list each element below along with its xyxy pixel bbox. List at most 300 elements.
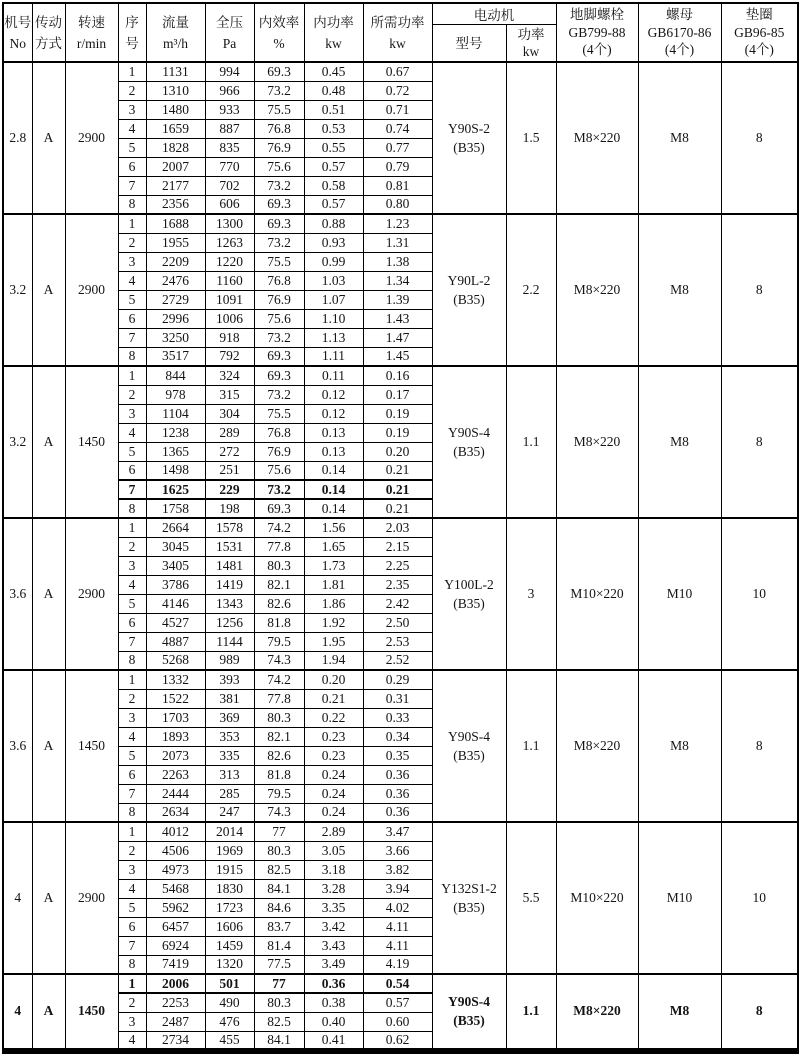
cell-internal-power: 0.12 (304, 404, 363, 423)
cell-required-power: 4.11 (363, 936, 432, 955)
cell-speed: 1450 (65, 974, 118, 1051)
cell-pressure: 381 (205, 689, 254, 708)
cell-seq: 7 (118, 328, 146, 347)
cell-internal-power: 0.13 (304, 423, 363, 442)
table-row (3, 518, 798, 537)
cell-internal-power: 3.18 (304, 860, 363, 879)
cell-speed: 1450 (65, 670, 118, 822)
header-washer: 垫圈 GB96-85 (4个) (721, 3, 798, 62)
cell-efficiency: 75.6 (254, 309, 304, 328)
cell-efficiency: 77.8 (254, 689, 304, 708)
cell-required-power: 0.72 (363, 81, 432, 100)
cell-pressure: 887 (205, 119, 254, 138)
cell-internal-power: 0.24 (304, 765, 363, 784)
cell-internal-power: 0.88 (304, 214, 363, 233)
cell-washer: 8 (721, 974, 798, 1051)
cell-flow: 978 (146, 385, 205, 404)
cell-required-power: 4.19 (363, 955, 432, 974)
cell-internal-power: 0.41 (304, 1031, 363, 1051)
cell-efficiency: 83.7 (254, 917, 304, 936)
cell-efficiency: 74.3 (254, 651, 304, 670)
cell-efficiency: 82.1 (254, 727, 304, 746)
cell-efficiency: 69.3 (254, 366, 304, 385)
cell-flow: 2007 (146, 157, 205, 176)
cell-internal-power: 0.36 (304, 974, 363, 993)
cell-efficiency: 82.5 (254, 860, 304, 879)
cell-flow: 1659 (146, 119, 205, 138)
cell-motor-power: 2.2 (506, 214, 556, 366)
cell-internal-power: 0.23 (304, 746, 363, 765)
cell-pressure: 1006 (205, 309, 254, 328)
cell-pressure: 313 (205, 765, 254, 784)
cell-anchor-bolt: M8×220 (556, 214, 638, 366)
cell-internal-power: 0.57 (304, 157, 363, 176)
cell-flow: 4973 (146, 860, 205, 879)
cell-pressure: 476 (205, 1012, 254, 1031)
cell-efficiency: 81.4 (254, 936, 304, 955)
cell-efficiency: 82.5 (254, 1012, 304, 1031)
cell-seq: 2 (118, 689, 146, 708)
cell-required-power: 1.43 (363, 309, 432, 328)
header-nut: 螺母 GB6170-86 (4个) (638, 3, 721, 62)
cell-internal-power: 0.55 (304, 138, 363, 157)
cell-internal-power: 0.14 (304, 461, 363, 480)
cell-efficiency: 75.5 (254, 100, 304, 119)
cell-machine-no: 3.6 (3, 518, 32, 670)
cell-seq: 4 (118, 575, 146, 594)
cell-required-power: 0.74 (363, 119, 432, 138)
spec-section-6 (3, 822, 798, 974)
table-row (3, 822, 798, 841)
cell-motor-model: Y90S-4 (B35) (432, 974, 506, 1051)
cell-efficiency: 73.2 (254, 81, 304, 100)
cell-seq: 2 (118, 81, 146, 100)
cell-internal-power: 0.51 (304, 100, 363, 119)
cell-flow: 4012 (146, 822, 205, 841)
header-anchor-bolt: 地脚螺栓 GB799-88 (4个) (556, 3, 638, 62)
cell-flow: 6457 (146, 917, 205, 936)
cell-internal-power: 3.28 (304, 879, 363, 898)
cell-pressure: 606 (205, 195, 254, 214)
spec-section-5 (3, 670, 798, 822)
cell-seq: 1 (118, 974, 146, 993)
cell-seq: 5 (118, 138, 146, 157)
cell-motor-model: Y90S-4 (B35) (432, 670, 506, 822)
spec-section-4 (3, 518, 798, 670)
cell-seq: 3 (118, 100, 146, 119)
cell-required-power: 0.31 (363, 689, 432, 708)
cell-internal-power: 1.56 (304, 518, 363, 537)
cell-nut: M8 (638, 974, 721, 1051)
cell-internal-power: 3.42 (304, 917, 363, 936)
cell-machine-no: 3.2 (3, 366, 32, 518)
cell-required-power: 0.57 (363, 993, 432, 1012)
cell-required-power: 0.34 (363, 727, 432, 746)
cell-motor-power: 1.5 (506, 62, 556, 214)
cell-internal-power: 1.95 (304, 632, 363, 651)
cell-motor-power: 1.1 (506, 974, 556, 1051)
cell-flow: 1703 (146, 708, 205, 727)
cell-anchor-bolt: M8×220 (556, 670, 638, 822)
cell-anchor-bolt: M10×220 (556, 822, 638, 974)
cell-motor-power: 1.1 (506, 670, 556, 822)
cell-required-power: 0.80 (363, 195, 432, 214)
cell-flow: 1522 (146, 689, 205, 708)
cell-required-power: 0.35 (363, 746, 432, 765)
cell-internal-power: 1.07 (304, 290, 363, 309)
cell-seq: 8 (118, 195, 146, 214)
cell-required-power: 2.50 (363, 613, 432, 632)
cell-seq: 2 (118, 233, 146, 252)
cell-pressure: 770 (205, 157, 254, 176)
cell-seq: 7 (118, 480, 146, 499)
cell-internal-power: 1.94 (304, 651, 363, 670)
cell-drive-mode: A (32, 518, 65, 670)
cell-flow: 1498 (146, 461, 205, 480)
cell-pressure: 353 (205, 727, 254, 746)
cell-flow: 1238 (146, 423, 205, 442)
cell-motor-model: Y90S-2 (B35) (432, 62, 506, 214)
cell-internal-power: 0.24 (304, 803, 363, 822)
cell-pressure: 251 (205, 461, 254, 480)
cell-motor-power: 5.5 (506, 822, 556, 974)
cell-internal-power: 0.12 (304, 385, 363, 404)
cell-motor-power: 3 (506, 518, 556, 670)
cell-seq: 3 (118, 252, 146, 271)
cell-required-power: 2.03 (363, 518, 432, 537)
cell-flow: 2487 (146, 1012, 205, 1031)
cell-required-power: 1.23 (363, 214, 432, 233)
cell-internal-power: 0.20 (304, 670, 363, 689)
cell-required-power: 1.39 (363, 290, 432, 309)
cell-washer: 8 (721, 62, 798, 214)
cell-flow: 1365 (146, 442, 205, 461)
cell-seq: 1 (118, 366, 146, 385)
header-motor-power: 功率 kw (506, 25, 556, 63)
cell-motor-model: Y90S-4 (B35) (432, 366, 506, 518)
cell-flow: 2729 (146, 290, 205, 309)
cell-internal-power: 0.13 (304, 442, 363, 461)
cell-flow: 1758 (146, 499, 205, 518)
cell-speed: 2900 (65, 822, 118, 974)
header-seq: 序 号 (118, 3, 146, 62)
cell-internal-power: 0.38 (304, 993, 363, 1012)
cell-internal-power: 0.58 (304, 176, 363, 195)
cell-efficiency: 69.3 (254, 195, 304, 214)
cell-seq: 1 (118, 670, 146, 689)
cell-seq: 4 (118, 119, 146, 138)
cell-drive-mode: A (32, 214, 65, 366)
spec-section-7 (3, 974, 798, 1051)
cell-seq: 5 (118, 594, 146, 613)
cell-seq: 4 (118, 423, 146, 442)
cell-seq: 7 (118, 784, 146, 803)
cell-internal-power: 3.49 (304, 955, 363, 974)
cell-seq: 3 (118, 556, 146, 575)
cell-pressure: 1320 (205, 955, 254, 974)
cell-seq: 2 (118, 993, 146, 1012)
cell-required-power: 0.21 (363, 461, 432, 480)
cell-required-power: 0.29 (363, 670, 432, 689)
cell-seq: 4 (118, 727, 146, 746)
cell-washer: 8 (721, 670, 798, 822)
cell-pressure: 1830 (205, 879, 254, 898)
cell-pressure: 1091 (205, 290, 254, 309)
cell-flow: 2209 (146, 252, 205, 271)
header-speed: 转速 r/min (65, 3, 118, 62)
cell-required-power: 1.47 (363, 328, 432, 347)
cell-seq: 5 (118, 746, 146, 765)
cell-internal-power: 0.11 (304, 366, 363, 385)
cell-flow: 1893 (146, 727, 205, 746)
cell-seq: 6 (118, 309, 146, 328)
cell-seq: 7 (118, 936, 146, 955)
cell-internal-power: 1.13 (304, 328, 363, 347)
cell-pressure: 989 (205, 651, 254, 670)
cell-seq: 4 (118, 1031, 146, 1051)
cell-pressure: 994 (205, 62, 254, 81)
cell-internal-power: 1.73 (304, 556, 363, 575)
cell-anchor-bolt: M8×220 (556, 62, 638, 214)
cell-flow: 1104 (146, 404, 205, 423)
cell-internal-power: 0.23 (304, 727, 363, 746)
cell-efficiency: 82.6 (254, 746, 304, 765)
cell-efficiency: 76.9 (254, 138, 304, 157)
cell-required-power: 4.02 (363, 898, 432, 917)
cell-efficiency: 77 (254, 974, 304, 993)
cell-required-power: 3.94 (363, 879, 432, 898)
cell-nut: M10 (638, 822, 721, 974)
cell-required-power: 2.53 (363, 632, 432, 651)
cell-drive-mode: A (32, 366, 65, 518)
cell-pressure: 835 (205, 138, 254, 157)
cell-efficiency: 75.5 (254, 404, 304, 423)
cell-seq: 7 (118, 632, 146, 651)
cell-pressure: 1481 (205, 556, 254, 575)
cell-flow: 2073 (146, 746, 205, 765)
cell-pressure: 198 (205, 499, 254, 518)
cell-efficiency: 73.2 (254, 176, 304, 195)
cell-seq: 8 (118, 803, 146, 822)
cell-drive-mode: A (32, 670, 65, 822)
cell-flow: 2356 (146, 195, 205, 214)
cell-required-power: 0.17 (363, 385, 432, 404)
cell-efficiency: 76.9 (254, 442, 304, 461)
header-machine-no: 机号 No (3, 3, 32, 62)
cell-efficiency: 75.6 (254, 461, 304, 480)
cell-flow: 1480 (146, 100, 205, 119)
cell-internal-power: 3.05 (304, 841, 363, 860)
cell-required-power: 0.81 (363, 176, 432, 195)
cell-efficiency: 77.8 (254, 537, 304, 556)
cell-efficiency: 69.3 (254, 347, 304, 366)
cell-efficiency: 80.3 (254, 841, 304, 860)
cell-speed: 2900 (65, 214, 118, 366)
cell-nut: M8 (638, 670, 721, 822)
cell-seq: 6 (118, 157, 146, 176)
cell-efficiency: 82.1 (254, 575, 304, 594)
cell-pressure: 369 (205, 708, 254, 727)
cell-seq: 8 (118, 955, 146, 974)
cell-required-power: 0.67 (363, 62, 432, 81)
cell-pressure: 1144 (205, 632, 254, 651)
cell-machine-no: 4 (3, 974, 32, 1051)
cell-internal-power: 0.22 (304, 708, 363, 727)
cell-internal-power: 1.81 (304, 575, 363, 594)
cell-seq: 6 (118, 917, 146, 936)
cell-required-power: 2.52 (363, 651, 432, 670)
cell-required-power: 0.19 (363, 423, 432, 442)
cell-pressure: 933 (205, 100, 254, 119)
cell-pressure: 393 (205, 670, 254, 689)
cell-internal-power: 1.11 (304, 347, 363, 366)
table-row (3, 974, 798, 993)
cell-efficiency: 73.2 (254, 233, 304, 252)
cell-efficiency: 74.3 (254, 803, 304, 822)
cell-seq: 4 (118, 271, 146, 290)
cell-flow: 2253 (146, 993, 205, 1012)
cell-internal-power: 1.92 (304, 613, 363, 632)
cell-flow: 1955 (146, 233, 205, 252)
cell-nut: M10 (638, 518, 721, 670)
cell-seq: 7 (118, 176, 146, 195)
cell-internal-power: 0.14 (304, 480, 363, 499)
cell-required-power: 0.21 (363, 480, 432, 499)
cell-flow: 2664 (146, 518, 205, 537)
cell-internal-power: 0.48 (304, 81, 363, 100)
cell-efficiency: 80.3 (254, 708, 304, 727)
cell-nut: M8 (638, 366, 721, 518)
cell-internal-power: 2.89 (304, 822, 363, 841)
cell-internal-power: 0.21 (304, 689, 363, 708)
cell-washer: 10 (721, 518, 798, 670)
cell-required-power: 0.21 (363, 499, 432, 518)
cell-efficiency: 74.2 (254, 670, 304, 689)
cell-internal-power: 0.14 (304, 499, 363, 518)
cell-pressure: 1220 (205, 252, 254, 271)
cell-machine-no: 3.6 (3, 670, 32, 822)
cell-flow: 6924 (146, 936, 205, 955)
cell-efficiency: 69.3 (254, 499, 304, 518)
cell-required-power: 2.25 (363, 556, 432, 575)
cell-required-power: 0.36 (363, 765, 432, 784)
cell-pressure: 272 (205, 442, 254, 461)
cell-efficiency: 84.1 (254, 1031, 304, 1051)
cell-required-power: 0.16 (363, 366, 432, 385)
cell-efficiency: 75.5 (254, 252, 304, 271)
cell-flow: 3405 (146, 556, 205, 575)
cell-flow: 3250 (146, 328, 205, 347)
cell-internal-power: 0.40 (304, 1012, 363, 1031)
header-pressure: 全压 Pa (205, 3, 254, 62)
cell-required-power: 3.47 (363, 822, 432, 841)
cell-flow: 1688 (146, 214, 205, 233)
cell-pressure: 1300 (205, 214, 254, 233)
cell-efficiency: 73.2 (254, 328, 304, 347)
cell-efficiency: 69.3 (254, 62, 304, 81)
cell-seq: 1 (118, 62, 146, 81)
cell-required-power: 3.82 (363, 860, 432, 879)
cell-efficiency: 81.8 (254, 613, 304, 632)
cell-efficiency: 76.9 (254, 290, 304, 309)
cell-speed: 2900 (65, 518, 118, 670)
cell-motor-power: 1.1 (506, 366, 556, 518)
cell-efficiency: 80.3 (254, 993, 304, 1012)
cell-seq: 8 (118, 347, 146, 366)
cell-machine-no: 3.2 (3, 214, 32, 366)
cell-internal-power: 0.24 (304, 784, 363, 803)
cell-seq: 2 (118, 385, 146, 404)
header-efficiency: 内效率 % (254, 3, 304, 62)
cell-seq: 6 (118, 461, 146, 480)
cell-pressure: 247 (205, 803, 254, 822)
cell-required-power: 0.33 (363, 708, 432, 727)
cell-pressure: 702 (205, 176, 254, 195)
cell-nut: M8 (638, 214, 721, 366)
cell-flow: 2263 (146, 765, 205, 784)
cell-efficiency: 77 (254, 822, 304, 841)
cell-required-power: 1.38 (363, 252, 432, 271)
cell-pressure: 315 (205, 385, 254, 404)
cell-pressure: 1969 (205, 841, 254, 860)
cell-flow: 5962 (146, 898, 205, 917)
cell-internal-power: 0.93 (304, 233, 363, 252)
cell-seq: 4 (118, 879, 146, 898)
cell-required-power: 1.31 (363, 233, 432, 252)
cell-required-power: 0.79 (363, 157, 432, 176)
cell-required-power: 0.77 (363, 138, 432, 157)
cell-pressure: 1531 (205, 537, 254, 556)
cell-efficiency: 69.3 (254, 214, 304, 233)
spec-section-1 (3, 62, 798, 214)
cell-flow: 1332 (146, 670, 205, 689)
cell-required-power: 0.36 (363, 803, 432, 822)
cell-pressure: 1723 (205, 898, 254, 917)
cell-flow: 844 (146, 366, 205, 385)
cell-flow: 3786 (146, 575, 205, 594)
header-required-power: 所需功率 kw (363, 3, 432, 62)
cell-efficiency: 77.5 (254, 955, 304, 974)
header-drive-mode: 传动 方式 (32, 3, 65, 62)
cell-required-power: 2.42 (363, 594, 432, 613)
cell-flow: 2634 (146, 803, 205, 822)
cell-washer: 10 (721, 822, 798, 974)
cell-pressure: 1578 (205, 518, 254, 537)
cell-seq: 2 (118, 841, 146, 860)
cell-pressure: 918 (205, 328, 254, 347)
cell-flow: 5468 (146, 879, 205, 898)
cell-pressure: 1160 (205, 271, 254, 290)
cell-drive-mode: A (32, 62, 65, 214)
cell-anchor-bolt: M8×220 (556, 366, 638, 518)
cell-seq: 3 (118, 1012, 146, 1031)
cell-seq: 5 (118, 290, 146, 309)
cell-required-power: 0.62 (363, 1031, 432, 1051)
cell-flow: 4146 (146, 594, 205, 613)
cell-anchor-bolt: M8×220 (556, 974, 638, 1051)
cell-flow: 5268 (146, 651, 205, 670)
header-motor-model: 型号 (432, 25, 506, 63)
cell-drive-mode: A (32, 974, 65, 1051)
cell-flow: 3517 (146, 347, 205, 366)
cell-efficiency: 73.2 (254, 385, 304, 404)
cell-required-power: 0.54 (363, 974, 432, 993)
cell-flow: 1310 (146, 81, 205, 100)
cell-internal-power: 1.86 (304, 594, 363, 613)
cell-nut: M8 (638, 62, 721, 214)
cell-pressure: 1419 (205, 575, 254, 594)
cell-flow: 2734 (146, 1031, 205, 1051)
